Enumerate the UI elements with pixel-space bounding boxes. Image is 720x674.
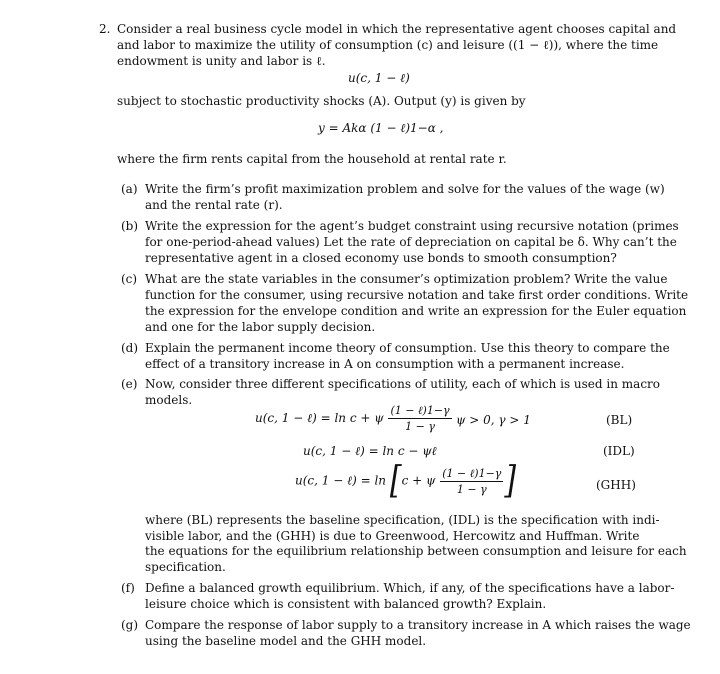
bl-condition: ψ > 0, γ > 1 bbox=[456, 413, 531, 427]
part-e-after-2: visible labor, and the (GHH) is due to Greenwood, Hercowitz and Huffman. Write bbox=[145, 529, 640, 543]
part-e-line-2: models. bbox=[145, 393, 193, 407]
intro-line-2: and labor to maximize the utility of consumption (c) and leisure ((1 − ℓ)), where the time bbox=[117, 38, 659, 52]
bl-lhs: u(c, 1 − ℓ) = ln c + ψ bbox=[255, 411, 384, 425]
part-b-label: (b) bbox=[121, 219, 139, 233]
bl-numerator: (1 − ℓ)1−γ bbox=[390, 404, 450, 417]
ghh-left-bracket: [ bbox=[389, 458, 402, 503]
part-g-line-1: Compare the response of labor supply to a transitory increase in A which raises the wage bbox=[145, 618, 691, 632]
bl-denominator: 1 − γ bbox=[405, 420, 435, 433]
rent-line: where the firm rents capital from the household at rental rate r. bbox=[117, 152, 507, 166]
part-d-label: (d) bbox=[121, 341, 139, 355]
part-e-after-1: where (BL) represents the baseline specification, (IDL) is the specification with indi- bbox=[145, 513, 660, 527]
intro-line-3: endowment is unity and labor is ℓ. bbox=[117, 54, 326, 68]
part-d-line-1: Explain the permanent income theory of consumption. Use this theory to compare the bbox=[145, 341, 670, 355]
subject-line: subject to stochastic productivity shocks (A). Output (y) is given by bbox=[117, 94, 526, 108]
part-g-label: (g) bbox=[121, 618, 139, 632]
part-c-line-3: the expression for the envelope condition and write an expression for the Euler equation bbox=[145, 304, 687, 318]
bl-tag: (BL) bbox=[606, 413, 633, 427]
output-equation: y = Akα (1 − ℓ)1−α , bbox=[318, 121, 444, 135]
bl-fraction bbox=[388, 404, 451, 433]
ghh-numerator: (1 − ℓ)1−γ bbox=[442, 466, 502, 480]
utility-equation: u(c, 1 − ℓ) bbox=[348, 71, 410, 85]
part-b-line-3: representative agent in a closed economy use bonds to smooth consumption? bbox=[145, 251, 617, 265]
ghh-equation bbox=[295, 458, 517, 503]
ghh-lhs: u(c, 1 − ℓ) = ln bbox=[295, 473, 387, 488]
ghh-fraction bbox=[440, 467, 503, 496]
bl-equation bbox=[255, 404, 453, 433]
part-a-line-2: and the rental rate (r). bbox=[145, 198, 283, 212]
part-f-label: (f) bbox=[121, 581, 135, 595]
part-c-line-2: function for the consumer, using recursive notation and take first order conditions. Write bbox=[145, 288, 689, 302]
ghh-inner: c + ψ bbox=[401, 473, 436, 488]
part-c-label: (c) bbox=[121, 272, 138, 286]
part-e-after-3: the equations for the equilibrium relationship between consumption and leisure for each bbox=[145, 544, 687, 558]
part-d-line-2: effect of a transitory increase in A on consumption with a permanent increase. bbox=[145, 357, 625, 371]
part-e-after-4: specification. bbox=[145, 560, 226, 574]
idl-tag: (IDL) bbox=[603, 444, 635, 458]
part-f-line-1: Define a balanced growth equilibrium. Which, if any, of the specifications have a labor- bbox=[145, 581, 675, 595]
part-c-line-1: What are the state variables in the consumer’s optimization problem? Write the value bbox=[145, 272, 668, 286]
intro-line-1: Consider a real business cycle model in which the representative agent chooses capital and bbox=[117, 22, 677, 36]
part-g-line-2: using the baseline model and the GHH model. bbox=[145, 634, 427, 648]
part-e-label: (e) bbox=[121, 377, 138, 391]
part-b-line-1: Write the expression for the agent’s budget constraint using recursive notation (primes bbox=[145, 219, 679, 233]
part-f-line-2: leisure choice which is consistent with balanced growth? Explain. bbox=[145, 597, 547, 611]
part-a-line-1: Write the firm’s profit maximization problem and solve for the values of the wage (w) bbox=[145, 182, 665, 196]
part-a-label: (a) bbox=[121, 182, 138, 196]
part-b-line-2: for one-period-ahead values) Let the rate of depreciation on capital be δ. Why can’t the bbox=[145, 235, 677, 249]
part-e-line-1: Now, consider three different specifications of utility, each of which is used in macro bbox=[145, 377, 660, 391]
ghh-right-bracket: ] bbox=[504, 458, 517, 503]
ghh-tag: (GHH) bbox=[596, 478, 636, 492]
idl-equation: u(c, 1 − ℓ) = ln c − ψℓ bbox=[303, 444, 437, 458]
ghh-denominator: 1 − γ bbox=[456, 482, 487, 496]
problem-number: 2. bbox=[99, 22, 111, 36]
part-c-line-4: and one for the labor supply decision. bbox=[145, 320, 376, 334]
